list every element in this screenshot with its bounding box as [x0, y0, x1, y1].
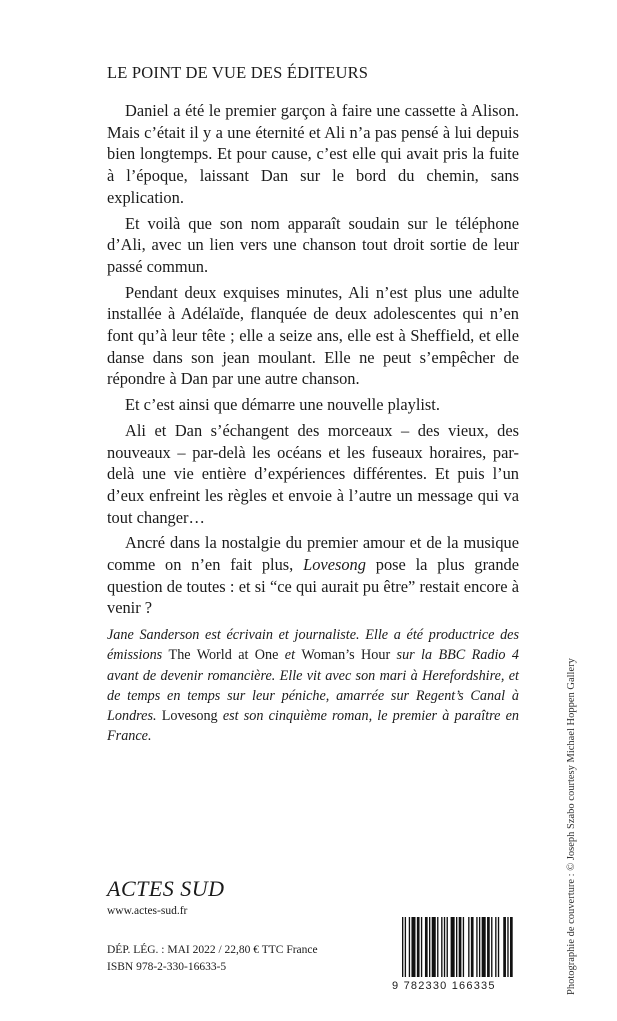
barcode-bar	[441, 917, 442, 977]
barcode-bar	[432, 917, 436, 977]
barcode-bar	[459, 917, 462, 977]
barcode-bar	[471, 917, 474, 977]
book-title: Lovesong	[161, 708, 218, 725]
barcode-bars	[392, 917, 516, 981]
publisher-logo: ACTES SUD	[107, 876, 225, 901]
barcode-bar	[437, 917, 438, 977]
barcode-bar	[429, 917, 430, 977]
publisher-website: www.actes-sud.fr	[107, 905, 188, 917]
barcode-digits: 9 782330 166335	[392, 980, 496, 992]
blurb-paragraph: Pendant deux exquises minutes, Ali n’est plus une adulte installée à Adélaïde, flanquée de deux adolescentes qui n’en font qu’à leur tête ; elle a seize ans, elle est à Sheffield, et elle danse dans son jean moulant. Elle ne peut s’empêcher de répondre à Dan par une autre chanson.	[107, 282, 519, 389]
barcode-bar	[417, 917, 420, 977]
barcode-bar	[476, 917, 477, 977]
barcode-bar	[495, 917, 496, 977]
barcode-bar	[503, 917, 506, 977]
photo-credit: Photographie de couverture : © Joseph Szabo courtesy Michael Hoppen Gallery	[566, 658, 577, 995]
show-title: The World at One	[168, 647, 279, 664]
barcode-bar	[447, 917, 448, 977]
barcode-bar	[498, 917, 499, 977]
isbn: ISBN 978-2-330-16633-5	[107, 961, 227, 973]
blurb-paragraph: Daniel a été le premier garçon à faire une cassette à Alison. Mais c’était il y a une éternité et Ali n’a pas pensé à lui depuis bien longtemps. Et pour cause, c’est elle qui avait pris la fuite à l’époque, laissant Dan sur le bord du chemin, sans explication.	[107, 101, 519, 207]
blurb-paragraph: Ali et Dan s’échangent des morceaux – des vieux, des nouveaux – par-delà les océans et les fuseaux horaires, par-delà une vie entière d’expériences différentes. Et puis l’un d’eux enfreint les règles et envoie à l’autre un message qui va tout changer…	[107, 420, 519, 527]
barcode-bar	[482, 917, 486, 977]
barcode-bar	[487, 917, 490, 977]
barcode-bar	[402, 917, 403, 977]
bio-text: sur la BBC Radio 4 avant de devenir romancière. Elle vit avec son mari à Herefordshire, et de temps en temps sur leur péniche, amarrée sur Regent’s Canal à Londres.	[107, 647, 519, 725]
barcode-bar	[411, 917, 415, 977]
bio-text: Jane Sanderson est écrivain et journaliste. Elle a été productrice des émissions	[107, 627, 519, 664]
bio-text: est son cinquième roman, le premier à paraître en France.	[107, 708, 519, 745]
barcode-bar	[463, 917, 464, 977]
barcode-bar	[444, 917, 445, 977]
barcode-bar	[468, 917, 469, 977]
barcode-bar	[451, 917, 455, 977]
barcode	[392, 917, 516, 993]
barcode-bar	[479, 917, 480, 977]
barcode-bar	[405, 917, 406, 977]
legal-deposit: DÉP. LÉG. : MAI 2022 / 22,80 € TTC France	[107, 944, 318, 956]
book-title: Lovesong	[303, 555, 366, 575]
barcode-bar	[425, 917, 428, 977]
bio-text: et	[278, 647, 302, 664]
barcode-bar	[409, 917, 410, 977]
blurb-paragraph: Et c’est ainsi que démarre une nouvelle playlist.	[125, 395, 440, 415]
barcode-bar	[507, 917, 508, 977]
barcode-bar	[421, 917, 422, 977]
back-cover-blurb	[107, 100, 519, 623]
author-bio	[107, 625, 519, 747]
blurb-paragraph: Et voilà que son nom apparaît soudain sur le téléphone d’Ali, avec un lien vers une chanson tout droit sortie de leur passé commun.	[107, 213, 519, 276]
blurb-paragraph	[107, 532, 519, 619]
barcode-bar	[456, 917, 457, 977]
barcode-bar	[491, 917, 492, 977]
barcode-bar	[510, 917, 513, 977]
legal-info	[107, 942, 318, 976]
show-title: Woman’s Hour	[301, 647, 391, 664]
blurb-text: Ancré dans la nostalgie du premier amour et de la musique comme on n’en fait plus,	[107, 533, 519, 575]
section-heading: LE POINT DE VUE DES ÉDITEURS	[107, 63, 369, 82]
blurb-text: pose la plus grande question de toutes : et si “ce qui aurait pu être” restait encore à venir ?	[107, 555, 519, 618]
